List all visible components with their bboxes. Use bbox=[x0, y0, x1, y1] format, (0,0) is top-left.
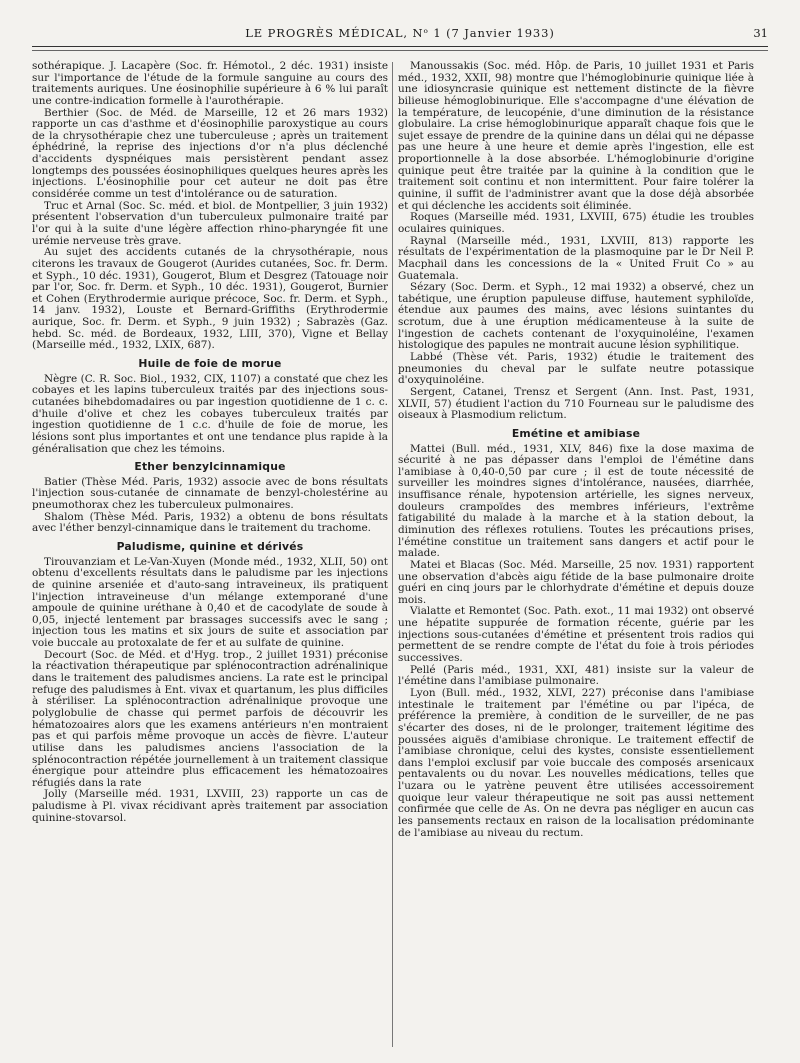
paragraph: Roques (Marseille méd. 1931, LXVIII, 675) étudie les troubles oculaires quiniques. bbox=[398, 211, 754, 235]
paragraph: Batier (Thèse Méd. Paris, 1932) associe avec de bons résultats l'injection sous-cutanée de cinnamate de benzyl-cholestérine au pneumothorax chez les tuberculeux pulmonaires. bbox=[32, 475, 388, 512]
paragraph: Jolly (Marseille méd. 1931, LXVIII, 23) rapporte un cas de paludisme à Pl. vivax récidivant après traitement par association quinine-stovarsol. bbox=[32, 788, 388, 824]
paragraph: Pellé (Paris méd., 1931, XXI, 481) insiste sur la valeur de l'émétine dans l'amibiase pulmonaire. bbox=[398, 663, 754, 688]
paragraph: Mattei (Bull. méd., 1931, XLV, 846) fixe la dose maxima de sécurité à ne pas dépasser dans l'emploi de l'émétine dans l'amibiase à 0,40-0,50 par cure ; il est de toute nécessité de surveiller les moindres signes d'intolérance, nausées, diarrhée, insuffisance rénale, hypotension artérielle, les signes nerveux, douleurs crampoïdes des membres inférieurs, l'extrême fatigabilité du malade à la marche et à la station debout, la diminution des réflexes rotuliens. Toutes les précautions prises, l'émétine constitue un traitement sans dangers et actif pour le malade. bbox=[398, 442, 754, 560]
paragraph: Sergent, Catanei, Trensz et Sergent (Ann. Inst. Past, 1931, XLVII, 57) étudient l'action du 710 Fourneau sur le paludisme des oiseaux à Plasmodium relictum. bbox=[398, 385, 754, 422]
paragraph: Raynal (Marseille méd., 1931, LXVIII, 813) rapporte les résultats de l'expérimentation de la plasmoquine par le Dr Neil P. Macphail dans les concessions de la « United Fruit Co » au Guatemala. bbox=[398, 234, 754, 282]
paragraph: Decourt (Soc. de Méd. et d'Hyg. trop., 2 juillet 1931) préconise la réactivation thérapeutique par splénocontraction adrénalinique dans le traitement des paludismes anciens. La rate est le principal refuge des paludismes à Ent. vivax et quartanum, les plus difficiles à stériliser. La splénocontraction adrénalinique provoque une polyglobulie de chasse qui permet parfois de découvrir les hématozoaires alors que les examens antérieurs n'en montraient pas et qui parfois même provoque un accès de fièvre. L'auteur utilise dans les paludismes anciens l'association de la splénocontraction répétée journellement à un traitement classique énergique pour atteindre plus efficacement les hématozoaires réfugiés dans la rate bbox=[32, 648, 388, 789]
section-heading: Ether benzylcinnamique bbox=[134, 460, 286, 474]
paragraph: Matei et Blacas (Soc. Méd. Marseille, 25 nov. 1931) rapportent une observation d'abcès aigu fétide de la base pulmonaire droite guéri en cinq jours par le chlorhydrate d'émétine et depuis douze mois. bbox=[398, 558, 754, 606]
paragraph: Berthier (Soc. de Méd. de Marseille, 12 et 26 mars 1932) rapporte un cas d'asthme et d'éosinophilie paroxystique au cours de la chrysothérapie chez une tuberculeuse ; après un traitement éphédriné, la reprise des injections d'or n'a plus déclenché d'accidents dyspnéiques mais persistèrent pendant assez longtemps des poussées éosinophiliques quelques heures après les injections. L'éosinophilie pour cet auteur ne doit pas être considérée comme un test d'intolérance ou de saturation. bbox=[32, 106, 388, 201]
page-header bbox=[32, 26, 768, 46]
section-heading: Paludisme, quinine et dérivés bbox=[116, 539, 304, 553]
column-divider bbox=[392, 62, 393, 1047]
header-rule-thin bbox=[32, 50, 768, 51]
header-rule bbox=[32, 46, 768, 47]
section-heading: Huile de foie de morue bbox=[138, 357, 282, 371]
right-column bbox=[398, 61, 754, 839]
paragraph: Sézary (Soc. Derm. et Syph., 12 mai 1932) a observé, chez un tabétique, une éruption papuleuse diffuse, hautement syphiloïde, étendue aux paumes des mains, avec lésions suintantes du scrotum, due à une éruption médicamenteuse à la suite de l'ingestion de cachets contenant de l'oxyquinoléine, l'examen histologique des papules ne montrait aucune lésion syphilitique. bbox=[398, 281, 754, 352]
paragraph: Truc et Arnal (Soc. Sc. méd. et biol. de Montpellier, 3 juin 1932) présentent l'observation d'un tuberculeux pulmonaire traité par l'or qui à la suite d'une légère affection rhino-pharyngée fit une urémie nerveuse très grave. bbox=[32, 199, 388, 247]
left-column bbox=[32, 61, 388, 824]
paragraph: sothérapique. J. Lacapère (Soc. fr. Hémotol., 2 déc. 1931) insiste sur l'importance de l'étude de la formule sanguine au cours des traitements auriques. Une éosinophilie supérieure à 6 % lui paraît une contre-indication formelle à l'aurothérapie. bbox=[32, 60, 388, 107]
paragraph: Shalom (Thèse Méd. Paris, 1932) a obtenu de bons résultats avec l'éther benzyl-cinnamique dans le traitement du trachome. bbox=[32, 510, 388, 535]
section-heading: Emétine et amibiase bbox=[511, 426, 641, 440]
running-title: LE PROGRÈS MÉDICAL, Nᵒ 1 (7 Janvier 1933) bbox=[245, 26, 555, 40]
paragraph: Au sujet des accidents cutanés de la chrysothérapie, nous citerons les travaux de Gougerot (Aurides cutanées, Soc. fr. Derm. et Syph., 10 déc. 1931), Gougerot, Blum et Desgrez (Tatouage noir par l'or, Soc. fr. Derm. et Syph., 10 déc. 1931), Gougerot, Burnier et Cohen (Erythrodermie aurique précoce, Soc. fr. Derm. et Syph., 14 janv. 1932), Louste et Bernard-Griffiths (Erythrodermie aurique, Soc. fr. Derm. et Syph., 9 juin 1932) ; Sabrazès (Gaz. hebd. Sc. méd. de Bordeaux, 1932, LIII, 370), Vigne et Bellay (Marseille méd., 1932, LXIX, 687). bbox=[32, 246, 388, 352]
paragraph: Tirouvanziam et Le-Van-Xuyen (Monde méd., 1932, XLII, 50) ont obtenu d'excellents résultats dans le paludisme par les injections de quinine arseniée et d'auto-sang intraveineux, ils pratiquent l'injection intraveineuse d'un mélange extemporané d'une ampoule de quinine uréthane à 0,40 et de cacodylate de soude à 0,05, injecté lentement par brassages successifs avec le sang ; injection tous les matins et six jours de suite et association par voie buccale au protoxalate de fer et au sulfate de quinine. bbox=[32, 555, 388, 650]
paragraph: Manoussakis (Soc. méd. Hôp. de Paris, 10 juillet 1931 et Paris méd., 1932, XXII, 98) montre que l'hémoglobinurie quinique liée à une idiosyncrasie quinique est nettement distincte de la fièvre bilieuse hémoglobinurique. Elle s'accompagne d'une élévation de la température, de leucopénie, d'une diminution de la résistance globulaire. La crise hémoglobinurique apparaît chaque fois que le sujet essaye de prendre de la quinine dans un délai qui ne dépasse pas une heure à une heure et demie après l'ingestion, elle est proportionnelle à la dose absorbée. L'hémoglobinurie d'origine quinique peut être traitée par la quinine à la condition que le traitement soit continu et non intermittent. Pour faire tolérer la quinine, il suffit de l'administrer avant que la dose déjà absorbée et qui déclenche les accidents soit éliminée. bbox=[398, 60, 754, 212]
page-number: 31 bbox=[753, 26, 768, 40]
paragraph: Lyon (Bull. méd., 1932, XLVI, 227) préconise dans l'amibiase intestinale le traitement par l'émétine ou par l'ipéca, de préférence la première, à condition de le surveiller, de ne pas s'écarter des doses, ni de le prolonger, traitement légitime des poussées aiguës d'amibiase chronique. Le traitement effectif de l'amibiase chronique, celui des kystes, consiste essentiellement dans l'emploi exclusif par voie buccale des composés arsenicaux pentavalents ou du novar. Les nouvelles médications, telles que l'uzara ou le yatrène peuvent être utilisées accessoirement quoique leur valeur thérapeutique ne soit pas aussi nettement confirmée que celle de As. On ne devra pas négliger en aucun cas les pansements rectaux en raison de la localisation prédominante de l'amibiase au niveau du rectum. bbox=[398, 686, 754, 839]
paragraph: Labbé (Thèse vét. Paris, 1932) étudie le traitement des pneumonies du cheval par le sulfate neutre potassique d'oxyquinoléine. bbox=[398, 351, 754, 387]
paragraph: Nègre (C. R. Soc. Biol., 1932, CIX, 1107) a constaté que chez les cobayes et les lapins tuberculeux traités par des injections sous-cutanées bihebdomadaires ou par ingestion quotidienne de 1 c. c. d'huile d'olive et chez les cobayes tuberculeux traités par ingestion quotidienne de 1 c.c. d'huile de foie de morue, les lésions sont plus importantes et ont une tendance plus rapide à la généralisation que chez les témoins. bbox=[32, 372, 388, 455]
paragraph: Vialatte et Remontet (Soc. Path. exot., 11 mai 1932) ont observé une hépatite suppurée de formation récente, guérie par les injections sous-cutanées d'émétine et présentent trois radios qui permettent de se rendre compte de l'état du foie à trois périodes successives. bbox=[398, 605, 754, 665]
